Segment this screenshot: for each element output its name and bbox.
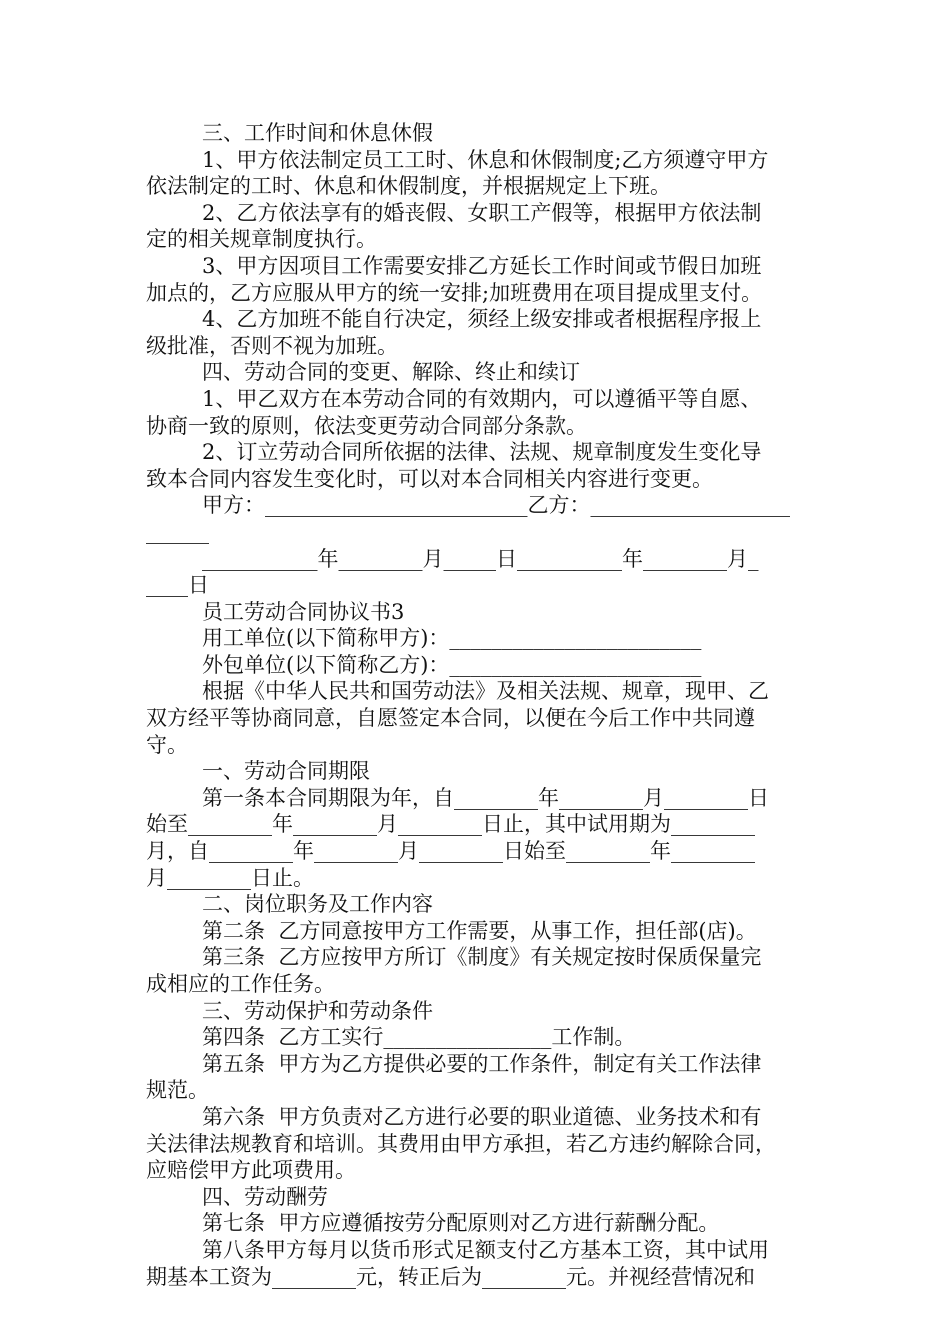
- text-line: 四、劳动合同的变更、解除、终止和续订: [202, 360, 580, 385]
- text-line: ____日: [146, 573, 209, 598]
- text-line: 加点的，乙方应服从甲方的统一安排;加班费用在项目提成里支付。: [146, 280, 763, 305]
- text-line: 月，自________年________月________日始至________年________: [146, 839, 755, 864]
- text-line: 用工单位(以下简称甲方)：________________________: [202, 626, 702, 651]
- text-line: 外包单位(以下简称乙方)：________________________: [202, 652, 702, 677]
- text-line: 应赔偿甲方此项费用。: [146, 1158, 356, 1183]
- text-line: 致本合同内容发生变化时，可以对本合同相关内容进行变更。: [146, 466, 713, 491]
- text-line: 定的相关规章制度执行。: [146, 227, 377, 252]
- text-line: 2、乙方依法享有的婚丧假、女职工产假等，根据甲方依法制: [202, 200, 762, 225]
- text-line: 第五条 甲方为乙方提供必要的工作条件，制定有关工作法律: [202, 1051, 762, 1076]
- text-line: 甲方：_________________________乙方：___________________: [202, 493, 790, 518]
- text-line: 级批准，否则不视为加班。: [146, 333, 398, 358]
- text-line: 关法律法规教育和培训。其费用由甲方承担，若乙方违约解除合同，: [146, 1131, 776, 1156]
- text-line: 1、甲乙双方在本劳动合同的有效期内，可以遵循平等自愿、: [202, 386, 762, 411]
- text-line: 守。: [146, 732, 188, 757]
- text-line: 员工劳动合同协议书3: [202, 599, 405, 624]
- text-line: 第二条 乙方同意按甲方工作需要，从事工作，担任部(店)。: [202, 918, 757, 943]
- text-line: 第三条 乙方应按甲方所订《制度》有关规定按时保质保量完: [202, 945, 762, 970]
- text-line: 根据《中华人民共和国劳动法》及相关法规、规章，现甲、乙: [202, 679, 769, 704]
- text-line: 协商一致的原则，依法变更劳动合同部分条款。: [146, 413, 587, 438]
- text-line: 三、工作时间和休息休假: [202, 121, 433, 145]
- text-line: 3、甲方因项目工作需要安排乙方延长工作时间或节假日加班: [202, 253, 762, 278]
- text-line: 第四条 乙方工实行________________工作制。: [202, 1025, 636, 1050]
- text-line: ___________年________月_____日__________年________月_: [202, 546, 759, 571]
- text-line: 2、订立劳动合同所依据的法律、法规、规章制度发生变化导: [202, 440, 762, 465]
- text-line: 期基本工资为________元，转正后为________元。并视经营情况和: [146, 1264, 755, 1289]
- document-page: [146, 120, 812, 1290]
- text-line: 第七条 甲方应遵循按劳分配原则对乙方进行薪酬分配。: [202, 1211, 720, 1236]
- text-line: 始至________年________月________日止，其中试用期为________: [146, 812, 755, 837]
- text-line: ______: [146, 519, 209, 544]
- text-line: 二、岗位职务及工作内容: [202, 892, 433, 917]
- text-line: 1、甲方依法制定员工工时、休息和休假制度;乙方须遵守甲方: [202, 147, 769, 172]
- text-line: 第六条 甲方负责对乙方进行必要的职业道德、业务技术和有: [202, 1104, 762, 1129]
- text-line: 第一条本合同期限为年，自________年________月________日: [202, 785, 769, 810]
- text-line: 一、劳动合同期限: [202, 759, 370, 784]
- text-line: 规范。: [146, 1078, 209, 1103]
- text-line: 四、劳动酬劳: [202, 1184, 328, 1209]
- text-line: 双方经平等协商同意，自愿签定本合同，以便在今后工作中共同遵: [146, 706, 755, 731]
- text-line: 月________日止。: [146, 865, 314, 890]
- text-line: 4、乙方加班不能自行决定，须经上级安排或者根据程序报上: [202, 307, 762, 332]
- text-line: 三、劳动保护和劳动条件: [202, 998, 433, 1023]
- text-line: 依法制定的工时、休息和休假制度，并根据规定上下班。: [146, 174, 671, 199]
- text-line: 成相应的工作任务。: [146, 972, 335, 996]
- text-line: 第八条甲方每月以货币形式足额支付乙方基本工资，其中试用: [202, 1237, 769, 1262]
